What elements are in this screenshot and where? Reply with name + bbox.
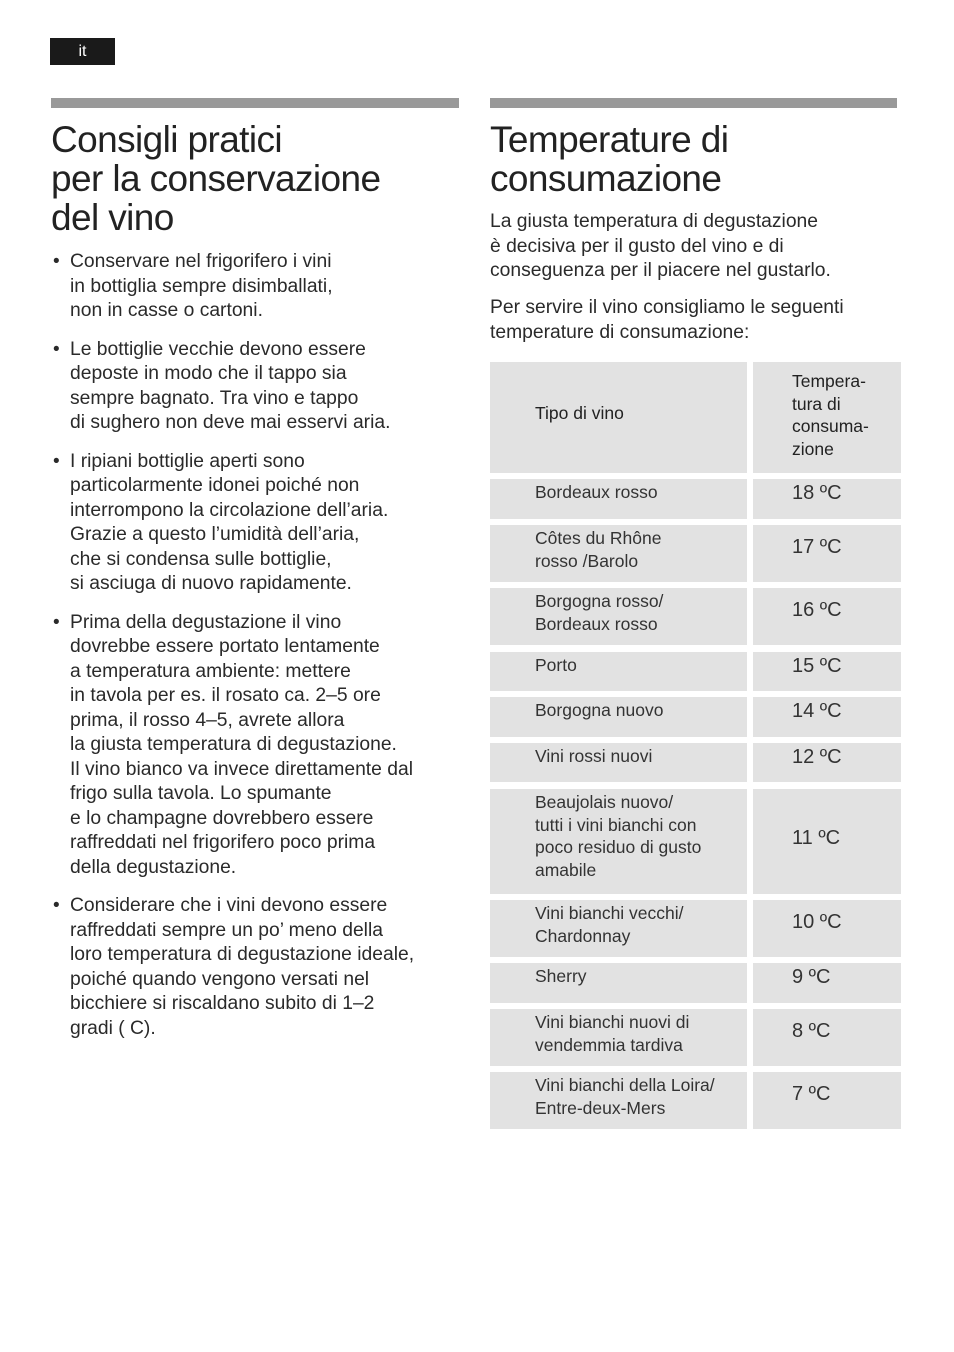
temperature-value: 18 ºC xyxy=(792,482,842,504)
table-cell-temperature xyxy=(753,900,901,957)
table-cell-wine xyxy=(490,789,747,894)
temperature-value: 14 ºC xyxy=(792,700,842,722)
table-cell-wine xyxy=(490,963,747,1003)
bullet-item xyxy=(51,338,471,436)
wine-name-line: Borgogna rosso/ xyxy=(535,591,664,611)
section-title-wine-storage xyxy=(51,120,471,237)
wine-name-line: Sherry xyxy=(535,966,587,986)
wine-name-line: poco residuo di gusto xyxy=(535,837,702,857)
wine-name xyxy=(535,481,658,504)
table-header-temperature xyxy=(753,362,901,473)
table-cell-wine xyxy=(490,652,747,691)
table-cell-wine xyxy=(490,1072,747,1129)
bullet-text-line: Conservare nel frigorifero i vini xyxy=(70,251,332,272)
bullet-text-line: raffreddati nel frigorifero poco prima xyxy=(70,832,376,853)
bullet-text-line: della degustazione. xyxy=(70,856,237,878)
wine-name-line: Vini bianchi vecchi/ xyxy=(535,903,684,923)
table-cell-temperature xyxy=(753,697,901,737)
temperature-value: 11 ºC xyxy=(792,827,841,849)
wine-name xyxy=(535,699,663,722)
wine-name xyxy=(535,791,701,881)
wine-name-line: Vini rossi nuovi xyxy=(535,746,653,766)
language-badge: it xyxy=(50,38,115,65)
table-cell-temperature xyxy=(753,588,901,645)
bullet-text-line: particolarmente idonei poiché non xyxy=(70,475,360,496)
table-header-wine-type xyxy=(490,362,747,473)
table-cell-wine xyxy=(490,1009,747,1066)
bullet-text-line: e lo champagne dovrebbero essere xyxy=(70,807,374,829)
table-cell-temperature xyxy=(753,652,901,691)
bullet-text-line: non in casse o cartoni. xyxy=(70,300,263,321)
wine-name xyxy=(535,1074,715,1119)
temperature-value: 10 ºC xyxy=(792,911,842,933)
bullet-text-line: la giusta temperatura di degustazione. xyxy=(70,734,397,755)
header-label xyxy=(535,402,624,425)
table-cell-temperature xyxy=(753,1072,901,1129)
wine-name-line: Borgogna nuovo xyxy=(535,700,664,720)
wine-name-line: Vini bianchi della Loira/ xyxy=(535,1075,715,1095)
header-label-line: Tempera- xyxy=(792,371,866,391)
wine-name-line: amabile xyxy=(535,859,597,880)
wine-name-line: vendemmia tardiva xyxy=(535,1034,683,1055)
text-line: conseguenza per il piacere nel gustarlo. xyxy=(490,260,831,281)
bullet-text-line: si asciuga di nuovo rapidamente. xyxy=(70,573,352,594)
temperature-value: 16 ºC xyxy=(792,599,842,621)
wine-name-line: Vini bianchi nuovi di xyxy=(535,1012,690,1032)
left-section-rule xyxy=(51,98,459,108)
wine-name xyxy=(535,745,652,768)
bullet-text-line: che si condensa sulle bottiglie, xyxy=(70,548,332,570)
table-cell-temperature xyxy=(753,743,901,782)
wine-name xyxy=(535,654,577,677)
bullet-text-line: sempre bagnato. Tra vino e tappo xyxy=(70,387,359,409)
title-line: Consigli pratici xyxy=(51,119,282,160)
table-cell-wine xyxy=(490,479,747,519)
bullet-text-line: deposte in modo che il tappo sia xyxy=(70,363,347,384)
bullet-text-line: frigo sulla tavola. Lo spumante xyxy=(70,783,332,804)
bullet-text-line: gradi ( C). xyxy=(70,1017,156,1039)
bullet-text-line: Considerare che i vini devono essere xyxy=(70,895,388,916)
bullet-text-line: prima, il rosso 4–5, avrete allora xyxy=(70,709,345,731)
wine-name-line: tutti i vini bianchi con xyxy=(535,814,697,835)
title-line: del vino xyxy=(51,197,174,238)
header-label xyxy=(792,370,869,460)
bullet-item xyxy=(51,894,471,1041)
bullet-item xyxy=(51,450,471,597)
table-cell-temperature xyxy=(753,963,901,1003)
bullet-marker: • xyxy=(53,251,60,272)
bullet-marker: • xyxy=(53,450,60,472)
wine-name-line: rosso /Barolo xyxy=(535,550,639,571)
text-line: Per servire il vino consigliamo le seguenti xyxy=(490,297,844,318)
wine-name xyxy=(535,590,663,635)
temperature-value: 12 ºC xyxy=(792,746,842,768)
recommendation-paragraph xyxy=(490,296,910,345)
title-line: Temperature di xyxy=(490,119,729,160)
bullet-text-line: in tavola per es. il rosato ca. 2–5 ore xyxy=(70,685,381,706)
table-cell-wine xyxy=(490,743,747,782)
header-label-line: consuma- xyxy=(792,416,869,436)
table-cell-temperature xyxy=(753,525,901,582)
table-cell-temperature xyxy=(753,479,901,519)
intro-paragraph xyxy=(490,210,910,284)
wine-name xyxy=(535,527,661,572)
bullet-text-line: dovrebbe essere portato lentamente xyxy=(70,636,380,657)
bullet-text-line: interrompono la circolazione dell’aria. xyxy=(70,499,389,521)
temperature-value: 17 ºC xyxy=(792,536,842,558)
bullet-text-line: Le bottiglie vecchie devono essere xyxy=(70,338,366,360)
wine-name-line: Côtes du Rhône xyxy=(535,528,662,548)
header-label-line: zione xyxy=(792,438,834,459)
wine-name-line: Bordeaux rosso xyxy=(535,482,658,502)
wine-name-line: Beaujolais nuovo/ xyxy=(535,792,674,812)
text-line: La giusta temperatura di degustazione xyxy=(490,211,818,232)
temperature-value: 8 ºC xyxy=(792,1020,831,1042)
storage-tips-list xyxy=(51,250,471,1055)
bullet-text-line: Prima della degustazione il vino xyxy=(70,611,342,633)
bullet-item xyxy=(51,611,471,881)
text-line: temperature di consumazione: xyxy=(490,321,750,343)
bullet-text-line: Grazie a questo l’umidità dell’aria, xyxy=(70,524,360,545)
table-cell-wine xyxy=(490,525,747,582)
bullet-text-line: a temperatura ambiente: mettere xyxy=(70,660,351,682)
bullet-marker: • xyxy=(53,338,60,360)
bullet-text-line: di sughero non deve mai esservi aria. xyxy=(70,412,391,433)
right-section-rule xyxy=(490,98,897,108)
bullet-text-line: raffreddati sempre un po’ meno della xyxy=(70,919,383,941)
wine-name xyxy=(535,902,684,947)
table-cell-temperature xyxy=(753,1009,901,1066)
table-cell-wine xyxy=(490,697,747,737)
bullet-text-line: Il vino bianco va invece direttamente dal xyxy=(70,758,413,780)
title-line: consumazione xyxy=(490,158,722,199)
bullet-item xyxy=(51,250,471,324)
wine-name-line: Chardonnay xyxy=(535,925,631,946)
wine-name-line: Porto xyxy=(535,655,577,675)
text-line: è decisiva per il gusto del vino e di xyxy=(490,235,784,257)
bullet-text-line: poiché quando vengono versati nel xyxy=(70,968,370,990)
section-title-serving-temperatures xyxy=(490,120,910,198)
table-cell-temperature xyxy=(753,789,901,894)
temperature-value: 7 ºC xyxy=(792,1083,831,1105)
bullet-text-line: I ripiani bottiglie aperti sono xyxy=(70,450,305,472)
temperature-value: 15 ºC xyxy=(792,655,842,677)
header-label-line: tura di xyxy=(792,393,841,414)
table-cell-wine xyxy=(490,588,747,645)
bullet-marker: • xyxy=(53,611,60,633)
title-line: per la conservazione xyxy=(51,158,381,199)
table-cell-wine xyxy=(490,900,747,957)
header-label-text: Tipo di vino xyxy=(535,403,624,423)
bullet-text-line: in bottiglia sempre disimballati, xyxy=(70,275,333,297)
wine-name-line: Entre-deux-Mers xyxy=(535,1097,666,1118)
wine-name-line: Bordeaux rosso xyxy=(535,613,658,634)
bullet-marker: • xyxy=(53,895,60,916)
wine-name xyxy=(535,1011,689,1056)
bullet-text-line: bicchiere si riscaldano subito di 1–2 xyxy=(70,993,375,1014)
wine-name xyxy=(535,965,587,988)
bullet-text-line: loro temperatura di degustazione ideale, xyxy=(70,944,415,965)
temperature-value: 9 ºC xyxy=(792,966,831,988)
